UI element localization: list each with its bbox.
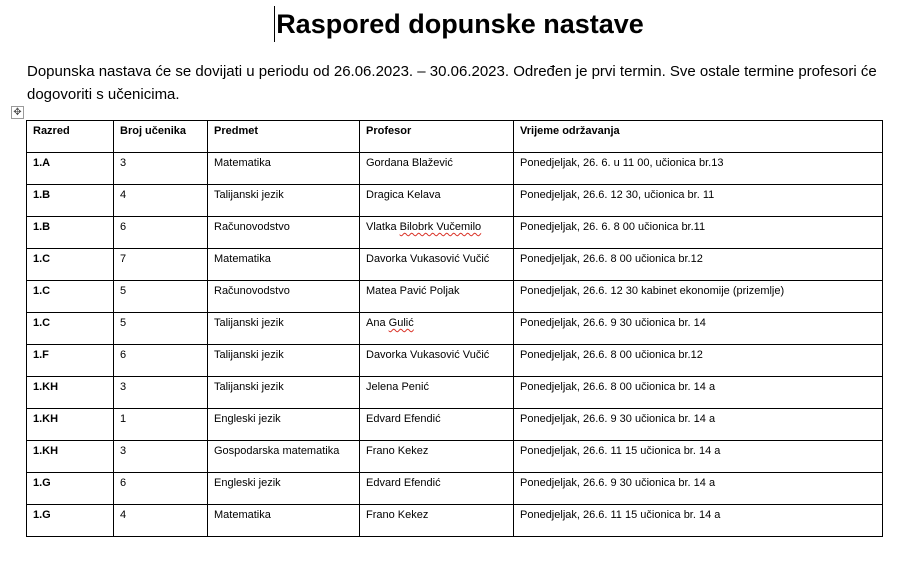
cell-vrijeme[interactable]: Ponedjeljak, 26.6. 8 00 učionica br.12: [514, 345, 883, 377]
table-header-row: [27, 121, 883, 153]
table-row: [27, 217, 883, 249]
cell-broj-ucenika[interactable]: 4: [114, 505, 208, 537]
cell-profesor[interactable]: Edvard Efendić: [360, 473, 514, 505]
cell-razred[interactable]: 1.G: [27, 505, 114, 537]
cell-broj-ucenika[interactable]: 5: [114, 281, 208, 313]
header-razred[interactable]: Razred: [27, 121, 114, 153]
profesor-first-name: Vlatka: [366, 221, 397, 233]
move-arrows-icon[interactable]: ✥: [11, 106, 24, 119]
cell-broj-ucenika[interactable]: 6: [114, 345, 208, 377]
cell-vrijeme[interactable]: Ponedjeljak, 26.6. 9 30 učionica br. 14: [514, 313, 883, 345]
spellcheck-flagged-name[interactable]: Gulić: [388, 317, 414, 329]
cell-profesor[interactable]: Davorka Vukasović Vučić: [360, 345, 514, 377]
cell-vrijeme[interactable]: Ponedjeljak, 26.6. 8 00 učionica br. 14 a: [514, 377, 883, 409]
cell-profesor[interactable]: Dragica Kelava: [360, 185, 514, 217]
table-row: [27, 505, 883, 537]
cell-razred[interactable]: 1.C: [27, 313, 114, 345]
cell-broj-ucenika[interactable]: 7: [114, 249, 208, 281]
table-row: [27, 377, 883, 409]
cell-broj-ucenika[interactable]: 6: [114, 473, 208, 505]
table-row: [27, 473, 883, 505]
cell-profesor[interactable]: [360, 217, 514, 249]
cell-broj-ucenika[interactable]: 4: [114, 185, 208, 217]
table-row: [27, 153, 883, 185]
schedule-table[interactable]: [26, 120, 883, 537]
cell-predmet[interactable]: Gospodarska matematika: [208, 441, 360, 473]
table-row: [27, 313, 883, 345]
header-broj-ucenika[interactable]: Broj učenika: [114, 121, 208, 153]
cell-predmet[interactable]: Talijanski jezik: [208, 313, 360, 345]
table-row: [27, 345, 883, 377]
cell-razred[interactable]: 1.KH: [27, 441, 114, 473]
cell-broj-ucenika[interactable]: 6: [114, 217, 208, 249]
cell-razred[interactable]: 1.G: [27, 473, 114, 505]
cell-razred[interactable]: 1.C: [27, 281, 114, 313]
cell-vrijeme[interactable]: Ponedjeljak, 26. 6. u 11 00, učionica br.13: [514, 153, 883, 185]
cell-broj-ucenika[interactable]: 3: [114, 377, 208, 409]
header-vrijeme-odrzavanja[interactable]: Vrijeme održavanja: [514, 121, 883, 153]
cell-predmet[interactable]: Talijanski jezik: [208, 185, 360, 217]
cell-profesor[interactable]: Davorka Vukasović Vučić: [360, 249, 514, 281]
cell-vrijeme[interactable]: Ponedjeljak, 26.6. 9 30 učionica br. 14 a: [514, 473, 883, 505]
table-row: [27, 409, 883, 441]
cell-vrijeme[interactable]: Ponedjeljak, 26.6. 12 30, učionica br. 11: [514, 185, 883, 217]
header-profesor[interactable]: Profesor: [360, 121, 514, 153]
cell-razred[interactable]: 1.A: [27, 153, 114, 185]
text-cursor: [274, 6, 275, 42]
cell-vrijeme[interactable]: Ponedjeljak, 26.6. 8 00 učionica br.12: [514, 249, 883, 281]
cell-profesor[interactable]: Matea Pavić Poljak: [360, 281, 514, 313]
cell-predmet[interactable]: Engleski jezik: [208, 409, 360, 441]
table-row: [27, 441, 883, 473]
header-predmet[interactable]: Predmet: [208, 121, 360, 153]
document-title[interactable]: [276, 2, 644, 46]
cell-broj-ucenika[interactable]: 5: [114, 313, 208, 345]
profesor-first-name: Ana: [366, 317, 386, 329]
cell-predmet[interactable]: Talijanski jezik: [208, 377, 360, 409]
cell-razred[interactable]: 1.C: [27, 249, 114, 281]
cell-vrijeme[interactable]: Ponedjeljak, 26.6. 9 30 učionica br. 14 a: [514, 409, 883, 441]
cell-predmet[interactable]: Matematika: [208, 153, 360, 185]
cell-profesor[interactable]: Frano Kekez: [360, 505, 514, 537]
cell-broj-ucenika[interactable]: 3: [114, 441, 208, 473]
cell-predmet[interactable]: Računovodstvo: [208, 217, 360, 249]
cell-razred[interactable]: 1.B: [27, 217, 114, 249]
cell-vrijeme[interactable]: Ponedjeljak, 26.6. 11 15 učionica br. 14 a: [514, 505, 883, 537]
cell-profesor[interactable]: Gordana Blažević: [360, 153, 514, 185]
cell-razred[interactable]: 1.KH: [27, 377, 114, 409]
intro-paragraph[interactable]: Dopunska nastava će se dovijati u periodu od 26.06.2023. – 30.06.2023. Određen je prvi termin. Sve ostale termine profesori će dogovoriti s učenicima.: [27, 63, 877, 103]
cell-predmet[interactable]: Računovodstvo: [208, 281, 360, 313]
cell-razred[interactable]: 1.F: [27, 345, 114, 377]
cell-profesor[interactable]: Frano Kekez: [360, 441, 514, 473]
spellcheck-flagged-name[interactable]: Bilobrk Vučemilo: [399, 221, 482, 233]
table-row: [27, 185, 883, 217]
cell-vrijeme[interactable]: Ponedjeljak, 26.6. 12 30 kabinet ekonomije (prizemlje): [514, 281, 883, 313]
cell-profesor[interactable]: [360, 313, 514, 345]
cell-razred[interactable]: 1.KH: [27, 409, 114, 441]
cell-broj-ucenika[interactable]: 1: [114, 409, 208, 441]
table-row: [27, 281, 883, 313]
cell-predmet[interactable]: Matematika: [208, 249, 360, 281]
document-title-text: Raspored dopunske nastave: [276, 9, 644, 39]
cell-predmet[interactable]: Talijanski jezik: [208, 345, 360, 377]
cell-vrijeme[interactable]: Ponedjeljak, 26. 6. 8 00 učionica br.11: [514, 217, 883, 249]
cell-predmet[interactable]: Matematika: [208, 505, 360, 537]
cell-broj-ucenika[interactable]: 3: [114, 153, 208, 185]
cell-vrijeme[interactable]: Ponedjeljak, 26.6. 11 15 učionica br. 14 a: [514, 441, 883, 473]
cell-razred[interactable]: 1.B: [27, 185, 114, 217]
table-row: [27, 249, 883, 281]
cell-profesor[interactable]: Jelena Penić: [360, 377, 514, 409]
cell-predmet[interactable]: Engleski jezik: [208, 473, 360, 505]
title-container: [0, 2, 920, 46]
cell-profesor[interactable]: Edvard Efendić: [360, 409, 514, 441]
